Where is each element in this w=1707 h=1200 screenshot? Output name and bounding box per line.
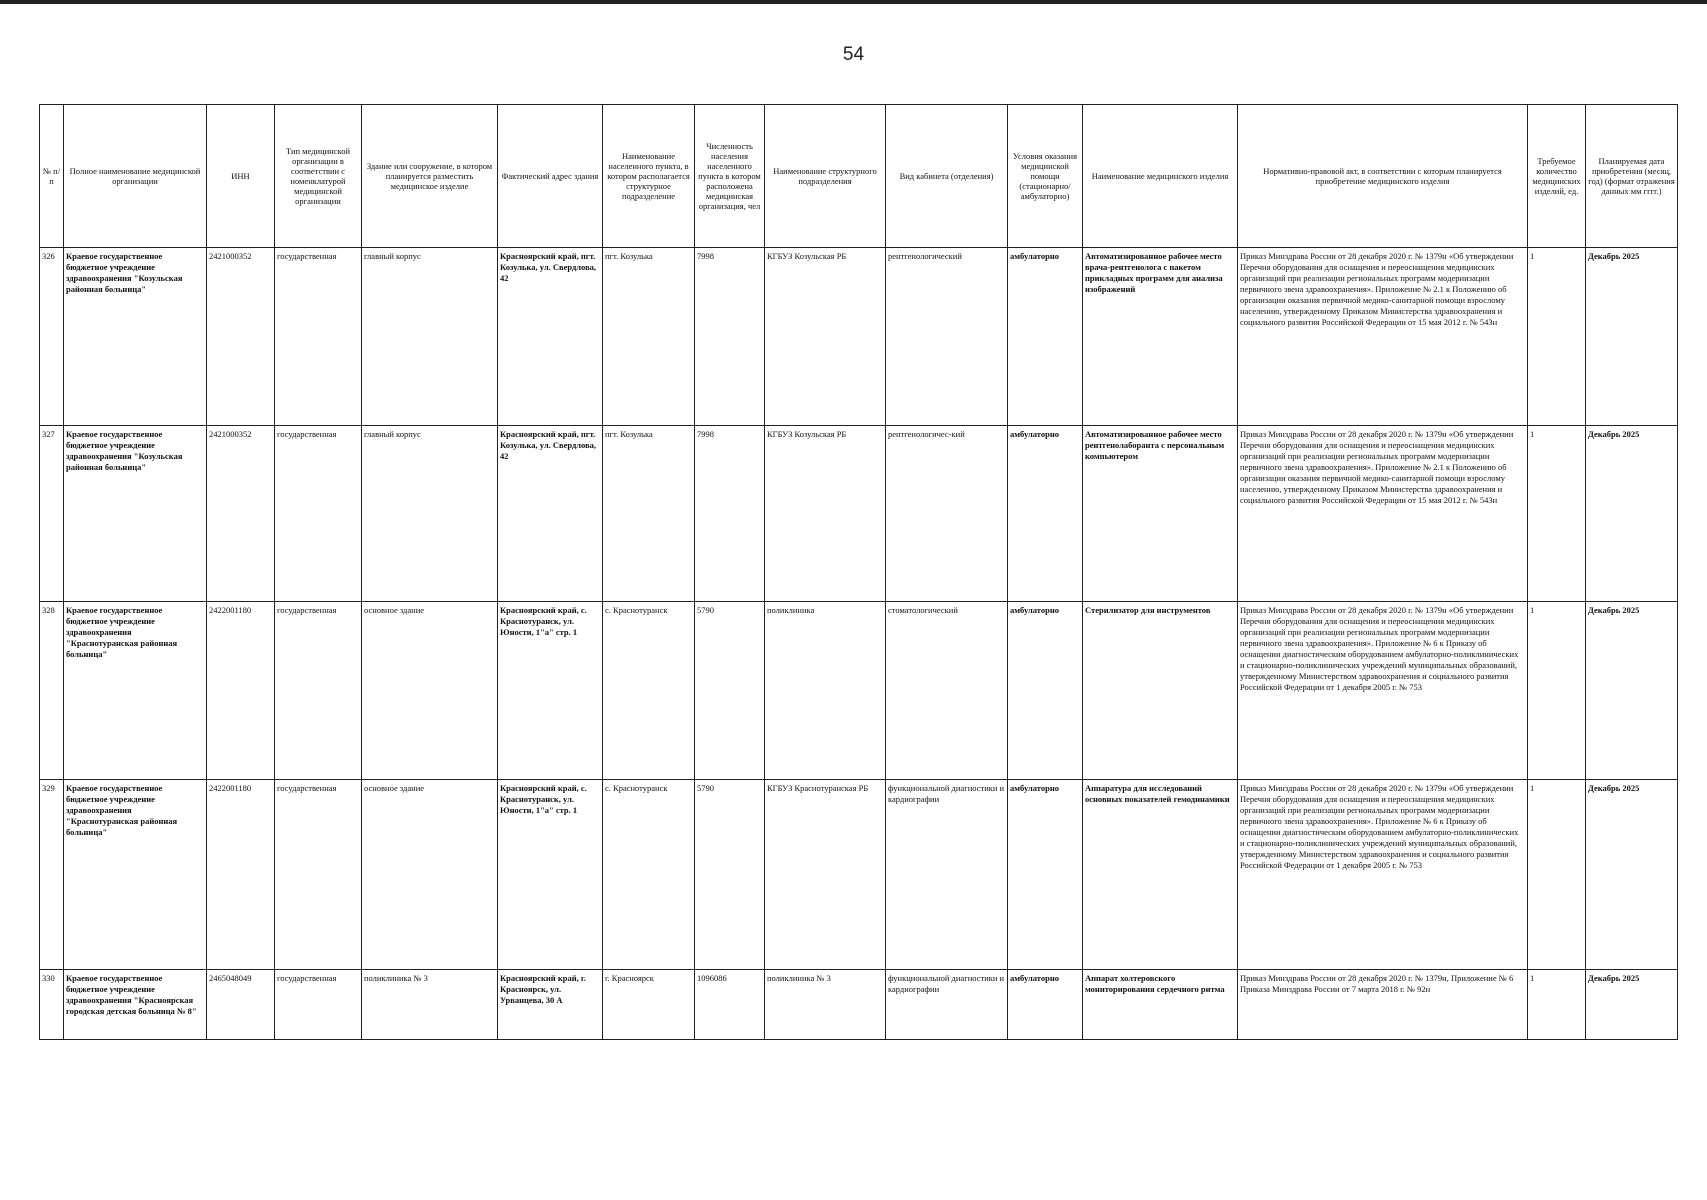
address: Красноярский край, с. Краснотуранск, ул. Юности, 1"а" стр. 1 xyxy=(498,602,603,780)
care-conditions: амбулаторно xyxy=(1008,426,1083,602)
top-border-line xyxy=(0,0,1707,4)
cabinet: рентгенологический xyxy=(886,248,1008,426)
org-type: государственная xyxy=(275,970,362,1040)
device-name: Автоматизированное рабочее место врача-рентгенолога с пакетом прикладных программ для анализа изображений xyxy=(1083,248,1238,426)
building: поликлиника № 3 xyxy=(362,970,498,1040)
inn: 2422001180 xyxy=(207,780,275,970)
header-org: Полное наименование медицинской организации xyxy=(64,105,207,248)
org-type: государственная xyxy=(275,780,362,970)
care-conditions: амбулаторно xyxy=(1008,248,1083,426)
quantity: 1 xyxy=(1528,426,1586,602)
header-cabinet: Вид кабинета (отделения) xyxy=(886,105,1008,248)
device-name: Стерилизатор для инструментов xyxy=(1083,602,1238,780)
table-row xyxy=(40,780,1678,970)
header-building: Здание или сооружение, в котором планируется разместить медицинское изделие xyxy=(362,105,498,248)
org-name: Краевое государственное бюджетное учреждение здравоохранения "Краснотуранская районная больница" xyxy=(64,602,207,780)
header-row xyxy=(40,105,1678,248)
inn: 2422001180 xyxy=(207,602,275,780)
org-type: государственная xyxy=(275,426,362,602)
legal-act: Приказ Минздрава России от 28 декабря 2020 г. № 1379н «Об утверждении Перечня оборудования для оснащения и переоснащения медицинских организаций при реализации региональных программ модернизации первичного звена здравоохранения». Приложение № 6 к Приказу об оснащении диагностическим оборудованием амбулаторно-поликлинических и стационарно-поликлинических учреждений муниципальных образований, утвержденному Министерством здравоохранения и социального развития Российской Федерации от 1 декабря 2005 г. № 753 xyxy=(1238,780,1528,970)
planned-date: Декабрь 2025 xyxy=(1586,602,1678,780)
locality: с. Краснотуранск xyxy=(603,780,695,970)
division: поликлиника xyxy=(765,602,886,780)
building: главный корпус xyxy=(362,426,498,602)
cabinet: функциональной диагностики и кардиографии xyxy=(886,780,1008,970)
cabinet: рентгенологичес-кий xyxy=(886,426,1008,602)
locality: г. Красноярск xyxy=(603,970,695,1040)
header-qty: Требуемое количество медицинских изделий, ед. xyxy=(1528,105,1586,248)
header-inn: ИНН xyxy=(207,105,275,248)
legal-act: Приказ Минздрава России от 28 декабря 2020 г. № 1379н, Приложение № 6 Приказа Минздрава России от 7 марта 2018 г. № 92н xyxy=(1238,970,1528,1040)
planned-date: Декабрь 2025 xyxy=(1586,780,1678,970)
table-row xyxy=(40,602,1678,780)
table-row xyxy=(40,248,1678,426)
population: 7998 xyxy=(695,426,765,602)
inn: 2465048049 xyxy=(207,970,275,1040)
row-number: 330 xyxy=(40,970,64,1040)
address: Красноярский край, с. Краснотуранск, ул. Юности, 1"а" стр. 1 xyxy=(498,780,603,970)
locality: пгт. Козулька xyxy=(603,426,695,602)
table-row xyxy=(40,970,1678,1040)
quantity: 1 xyxy=(1528,248,1586,426)
building: основное здание xyxy=(362,780,498,970)
device-name: Аппарат холтеровского мониторирования сердечного ритма xyxy=(1083,970,1238,1040)
planned-date: Декабрь 2025 xyxy=(1586,970,1678,1040)
legal-act: Приказ Минздрава России от 28 декабря 2020 г. № 1379н «Об утверждении Перечня оборудования для оснащения и переоснащения медицинских организаций при реализации региональных программ модернизации первичного звена здравоохранения». Приложение № 2.1 к Положению об организации оказания первичной медико-санитарной помощи взрослому населению, утвержденному Приказом Министерства здравоохранения и социального развития Российской Федерации от 15 мая 2012 г. № 543н xyxy=(1238,248,1528,426)
quantity: 1 xyxy=(1528,780,1586,970)
header-num: № п/п xyxy=(40,105,64,248)
address: Красноярский край, пгт. Козулька, ул. Свердлова, 42 xyxy=(498,426,603,602)
header-population: Численность населения населенного пункта в котором расположена медицинская организация, чел xyxy=(695,105,765,248)
header-act: Нормативно-правовой акт, в соответствии с которым планируется приобретение медицинского изделия xyxy=(1238,105,1528,248)
quantity: 1 xyxy=(1528,970,1586,1040)
building: основное здание xyxy=(362,602,498,780)
inn: 2421000352 xyxy=(207,248,275,426)
row-number: 326 xyxy=(40,248,64,426)
header-division: Наименование структурного подразделения xyxy=(765,105,886,248)
row-number: 327 xyxy=(40,426,64,602)
header-date: Планируемая дата приобретения (месяц, год) (формат отражения данных мм гггг.) xyxy=(1586,105,1678,248)
care-conditions: амбулаторно xyxy=(1008,780,1083,970)
org-name: Краевое государственное бюджетное учреждение здравоохранения "Красноярская городская детская больница № 8" xyxy=(64,970,207,1040)
org-name: Краевое государственное бюджетное учреждение здравоохранения "Козульская районная больница" xyxy=(64,426,207,602)
header-type: Тип медицинской организации в соответствии с номенклатурой медицинской организации xyxy=(275,105,362,248)
building: главный корпус xyxy=(362,248,498,426)
address: Красноярский край, пгт. Козулька, ул. Свердлова, 42 xyxy=(498,248,603,426)
care-conditions: амбулаторно xyxy=(1008,970,1083,1040)
division: КГБУЗ Козульская РБ xyxy=(765,248,886,426)
quantity: 1 xyxy=(1528,602,1586,780)
care-conditions: амбулаторно xyxy=(1008,602,1083,780)
cabinet: функциональной диагностики и кардиографии xyxy=(886,970,1008,1040)
legal-act: Приказ Минздрава России от 28 декабря 2020 г. № 1379н «Об утверждении Перечня оборудования для оснащения и переоснащения медицинских организаций при реализации региональных программ модернизации первичного звена здравоохранения». Приложение № 6 к Приказу об оснащении диагностическим оборудованием амбулаторно-поликлинических и стационарно-поликлинических учреждений муниципальных образований, утвержденному Министерством здравоохранения и социального развития Российской Федерации от 1 декабря 2005 г. № 753 xyxy=(1238,602,1528,780)
locality: пгт. Козулька xyxy=(603,248,695,426)
header-device: Наименование медицинского изделия xyxy=(1083,105,1238,248)
table-row xyxy=(40,426,1678,602)
header-locality: Наименование населенного пункта, в котором располагается структурное подразделение xyxy=(603,105,695,248)
population: 5790 xyxy=(695,602,765,780)
header-conditions: Условия оказания медицинской помощи (стационарно/амбулаторно) xyxy=(1008,105,1083,248)
population: 1096086 xyxy=(695,970,765,1040)
population: 5790 xyxy=(695,780,765,970)
org-type: государственная xyxy=(275,602,362,780)
division: поликлиника № 3 xyxy=(765,970,886,1040)
inn: 2421000352 xyxy=(207,426,275,602)
population: 7998 xyxy=(695,248,765,426)
equipment-register-table xyxy=(39,104,1678,1040)
org-name: Краевое государственное бюджетное учреждение здравоохранения "Козульская районная больница" xyxy=(64,248,207,426)
device-name: Аппаратура для исследований основных показателей гемодинамики xyxy=(1083,780,1238,970)
division: КГБУЗ Козульская РБ xyxy=(765,426,886,602)
address: Красноярский край, г. Красноярск, ул. Урванцева, 30 А xyxy=(498,970,603,1040)
device-name: Автоматизированное рабочее место рентгенолаборанта с персональным компьютером xyxy=(1083,426,1238,602)
legal-act: Приказ Минздрава России от 28 декабря 2020 г. № 1379н «Об утверждении Перечня оборудования для оснащения и переоснащения медицинских организаций при реализации региональных программ модернизации первичного звена здравоохранения». Приложение № 2.1 к Положению об организации оказания первичной медико-санитарной помощи взрослому населению, утвержденному Приказом Министерства здравоохранения и социального развития Российской Федерации от 15 мая 2012 г. № 543н xyxy=(1238,426,1528,602)
header-address: Фактический адрес здания xyxy=(498,105,603,248)
row-number: 329 xyxy=(40,780,64,970)
planned-date: Декабрь 2025 xyxy=(1586,426,1678,602)
org-name: Краевое государственное бюджетное учреждение здравоохранения "Краснотуранская районная больница" xyxy=(64,780,207,970)
row-number: 328 xyxy=(40,602,64,780)
cabinet: стоматологический xyxy=(886,602,1008,780)
division: КГБУЗ Краснотуранская РБ xyxy=(765,780,886,970)
page-number: 54 xyxy=(842,44,865,65)
planned-date: Декабрь 2025 xyxy=(1586,248,1678,426)
org-type: государственная xyxy=(275,248,362,426)
locality: с. Краснотуранск xyxy=(603,602,695,780)
